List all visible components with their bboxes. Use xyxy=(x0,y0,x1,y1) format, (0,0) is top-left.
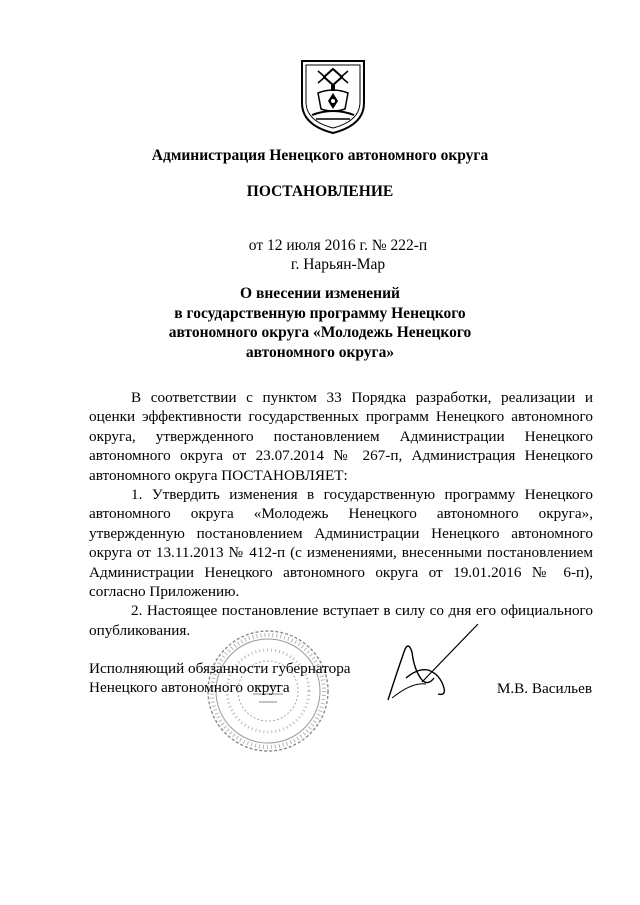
body-paragraph: В соответствии с пунктом 33 Порядка разработки, реализации и оценки эффективности государственных программ Ненецкого автономного округа, утвержденного постановлением Администрации Ненецкого автономного округа от 23.07.2014 № 267-п, Администрация Ненецкого автономного округа ПОСТАНОВЛЯЕТ: xyxy=(89,389,593,484)
title-line: в государственную программу Ненецкого xyxy=(174,304,466,322)
position-line: Исполняющий обязанности губернатора xyxy=(89,660,351,677)
document-body xyxy=(89,388,593,640)
city: г. Нарьян-Мар xyxy=(290,256,386,273)
title-line: автономного округа» xyxy=(245,343,395,361)
position-line: Ненецкого автономного округа xyxy=(89,679,290,697)
body-paragraph: 1. Утвердить изменения в государственную программу Ненецкого автономного округа «Молодежь Ненецкого автономного округа», утвержденную постановлением Администрации Ненецкого автономного округа от 13.11.2013 № 412-п (с изменениями, внесенными постановлением Администрации Ненецкого автономного округа от 19.01.2016 № 6-п), согласно Приложению. xyxy=(89,486,593,601)
coat-of-arms-icon xyxy=(298,57,368,135)
handwritten-signature-icon xyxy=(382,620,482,705)
title-line: автономного округа «Молодежь Ненецкого xyxy=(168,324,472,342)
signatory-position xyxy=(89,659,351,698)
title-line: О внесении изменений xyxy=(240,285,400,302)
organization-name: Администрация Ненецкого автономного округа xyxy=(151,147,489,164)
body-paragraph: 2. Настоящее постановление вступает в силу со дня его официального опубликования. xyxy=(89,602,593,639)
date-number: от 12 июля 2016 г. № 222-п xyxy=(248,237,428,254)
signer-name: М.В. Васильев xyxy=(496,680,592,697)
document-type: ПОСТАНОВЛЕНИЕ xyxy=(246,183,394,200)
document-title xyxy=(0,284,640,362)
